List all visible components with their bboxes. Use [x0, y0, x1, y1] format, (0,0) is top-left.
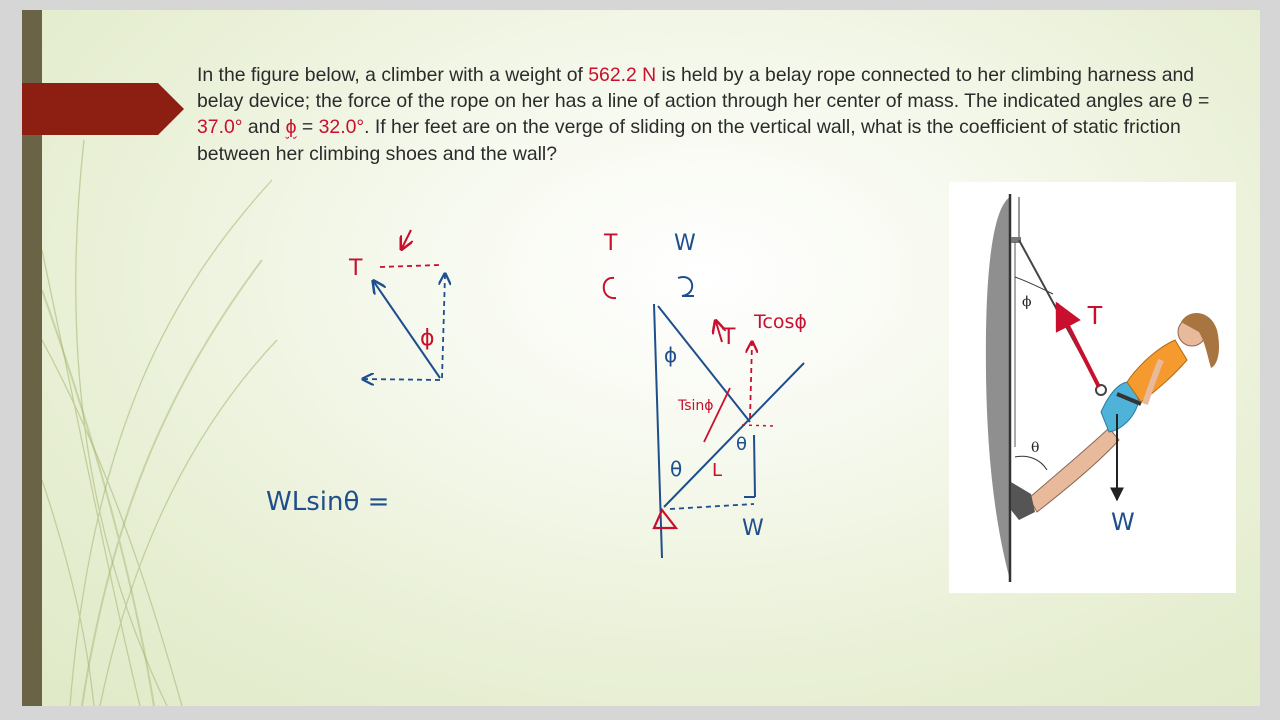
sketch2-W-label: W: [742, 516, 764, 541]
phi-value: 32.0°: [318, 116, 365, 139]
sketch1-phi-label: ϕ: [420, 326, 435, 351]
sketch2-T-label: T: [722, 325, 736, 350]
question-part-1: In the figure below, a climber with a weight of: [197, 64, 589, 86]
sketch2-theta2-label: θ: [736, 434, 748, 455]
dashed-lever-arm: [670, 504, 754, 509]
weight-value: 562.2 N: [588, 64, 657, 86]
wall-shading: [986, 197, 1010, 580]
question-part-2: is held by a belay rope connected to her climbing harness and belay device; the force of the rope on her has a line of action through her center of mass. The indicated angles are θ =: [197, 64, 1210, 113]
W-label: W: [1111, 508, 1135, 536]
climber-figure: [949, 182, 1236, 593]
question-part-3: and: [242, 116, 286, 139]
geometry-sketch: [654, 304, 807, 558]
dashed-horizontal-component: [364, 379, 440, 380]
phi-symbol: ϕ: [285, 116, 297, 139]
label-W-top: W: [674, 231, 696, 256]
question-part-5: . If her feet are on the verge of sliding on the vertical wall, what is the coefficient of static friction between her climbing shoes and the wall?: [197, 116, 1181, 165]
climber-shoe: [1011, 482, 1035, 520]
torque-equation: WLsinθ =: [266, 487, 390, 517]
dashed-short-line: [742, 425, 774, 426]
dashed-horizontal: [380, 265, 440, 267]
question-part-4: =: [296, 116, 319, 139]
weight-line: [754, 435, 755, 497]
climber-leg: [1029, 428, 1119, 512]
tcos-component: [750, 343, 752, 418]
small-down-arrow: [402, 230, 411, 248]
torque-labels: [603, 231, 696, 298]
theta-arc: [1015, 456, 1047, 470]
ccw-rotation-symbol: [604, 278, 616, 298]
phi-label: ϕ: [1022, 294, 1032, 310]
sketch2-Tcos-label: Tcosϕ: [754, 311, 807, 333]
theta-value: 37.0°: [197, 116, 243, 139]
sketch2-L-label: L: [712, 460, 723, 481]
T-label: T: [1087, 300, 1103, 330]
pivot-triangle: [654, 510, 676, 528]
force-triangle-sketch: [348, 230, 445, 380]
label-T-top: T: [604, 231, 618, 256]
cw-rotation-symbol: [678, 277, 694, 296]
theta-label: θ: [1031, 440, 1040, 456]
sketch1-T-label: T: [349, 256, 363, 281]
sketch2-theta-label: θ: [670, 457, 683, 481]
sketch2-Tsin-label: Tsinϕ: [678, 398, 714, 414]
tsin-component: [704, 388, 730, 442]
sketch2-phi-label: ϕ: [664, 343, 678, 367]
dashed-vertical-component: [442, 275, 445, 378]
slide: [22, 10, 1260, 706]
body-line: [664, 363, 804, 507]
